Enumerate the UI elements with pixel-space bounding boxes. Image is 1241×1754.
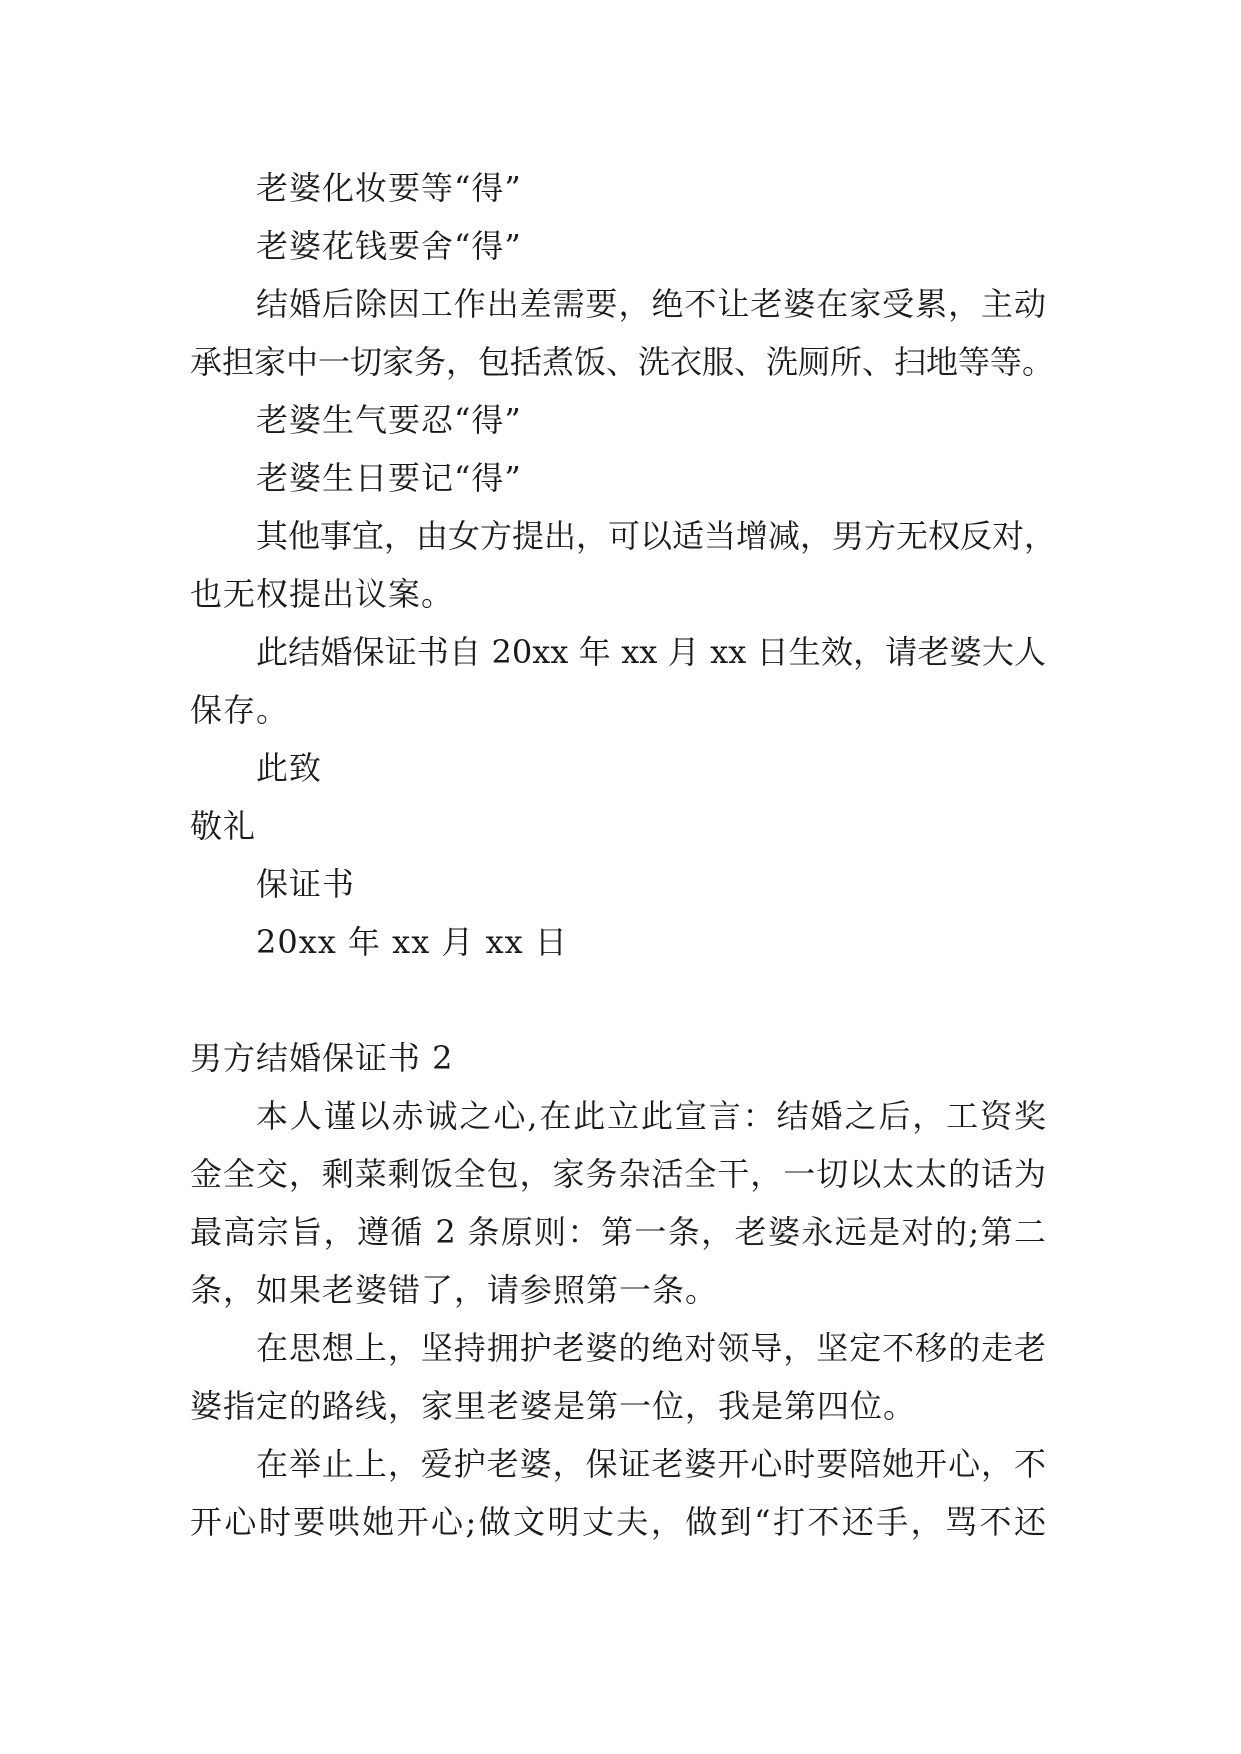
text-line: 条，如果老婆错了，请参照第一条。 (190, 1271, 719, 1309)
text-line: 本人谨以赤诚之心,在此立此宣言：结婚之后，工资奖 (256, 1097, 1046, 1135)
text-line: 20xx 年 xx 月 xx 日 (256, 923, 568, 961)
text-line: 此致 (256, 749, 323, 787)
text-line: 此结婚保证书自 20xx 年 xx 月 xx 日生效，请老婆大人 (256, 633, 1046, 671)
text-line: 也无权提出议案。 (190, 575, 455, 613)
text-line: 老婆花钱要舍“得” (256, 227, 522, 265)
text-line: 老婆生日要记“得” (256, 459, 522, 497)
text-line: 最高宗旨，遵循 2 条原则：第一条，老婆永远是对的;第二 (190, 1213, 1046, 1251)
text-line: 其他事宜，由女方提出，可以适当增减，男方无权反对， (256, 517, 1057, 555)
text-line: 婆指定的路线，家里老婆是第一位，我是第四位。 (190, 1387, 917, 1425)
text-line: 金全交，剩菜剩饭全包，家务杂活全干，一切以太太的话为 (190, 1155, 1046, 1193)
text-line: 在举止上，爱护老婆，保证老婆开心时要陪她开心，不 (256, 1445, 1046, 1483)
text-line: 保证书 (256, 865, 356, 903)
text-line: 承担家中一切家务，包括煮饭、洗衣服、洗厕所、扫地等等。 (190, 343, 1055, 381)
text-line: 在思想上，坚持拥护老婆的绝对领导，坚定不移的走老 (256, 1329, 1046, 1367)
text-line: 开心时要哄她开心;做文明丈夫，做到“打不还手，骂不还 (190, 1503, 1046, 1541)
text-line: 敬礼 (190, 807, 257, 845)
text-line: 结婚后除因工作出差需要，绝不让老婆在家受累，主动 (256, 285, 1046, 323)
text-line: 老婆生气要忍“得” (256, 401, 522, 439)
text-line: 保存。 (190, 691, 290, 729)
section-title: 男方结婚保证书 2 (190, 1039, 454, 1077)
text-line: 老婆化妆要等“得” (256, 169, 522, 207)
